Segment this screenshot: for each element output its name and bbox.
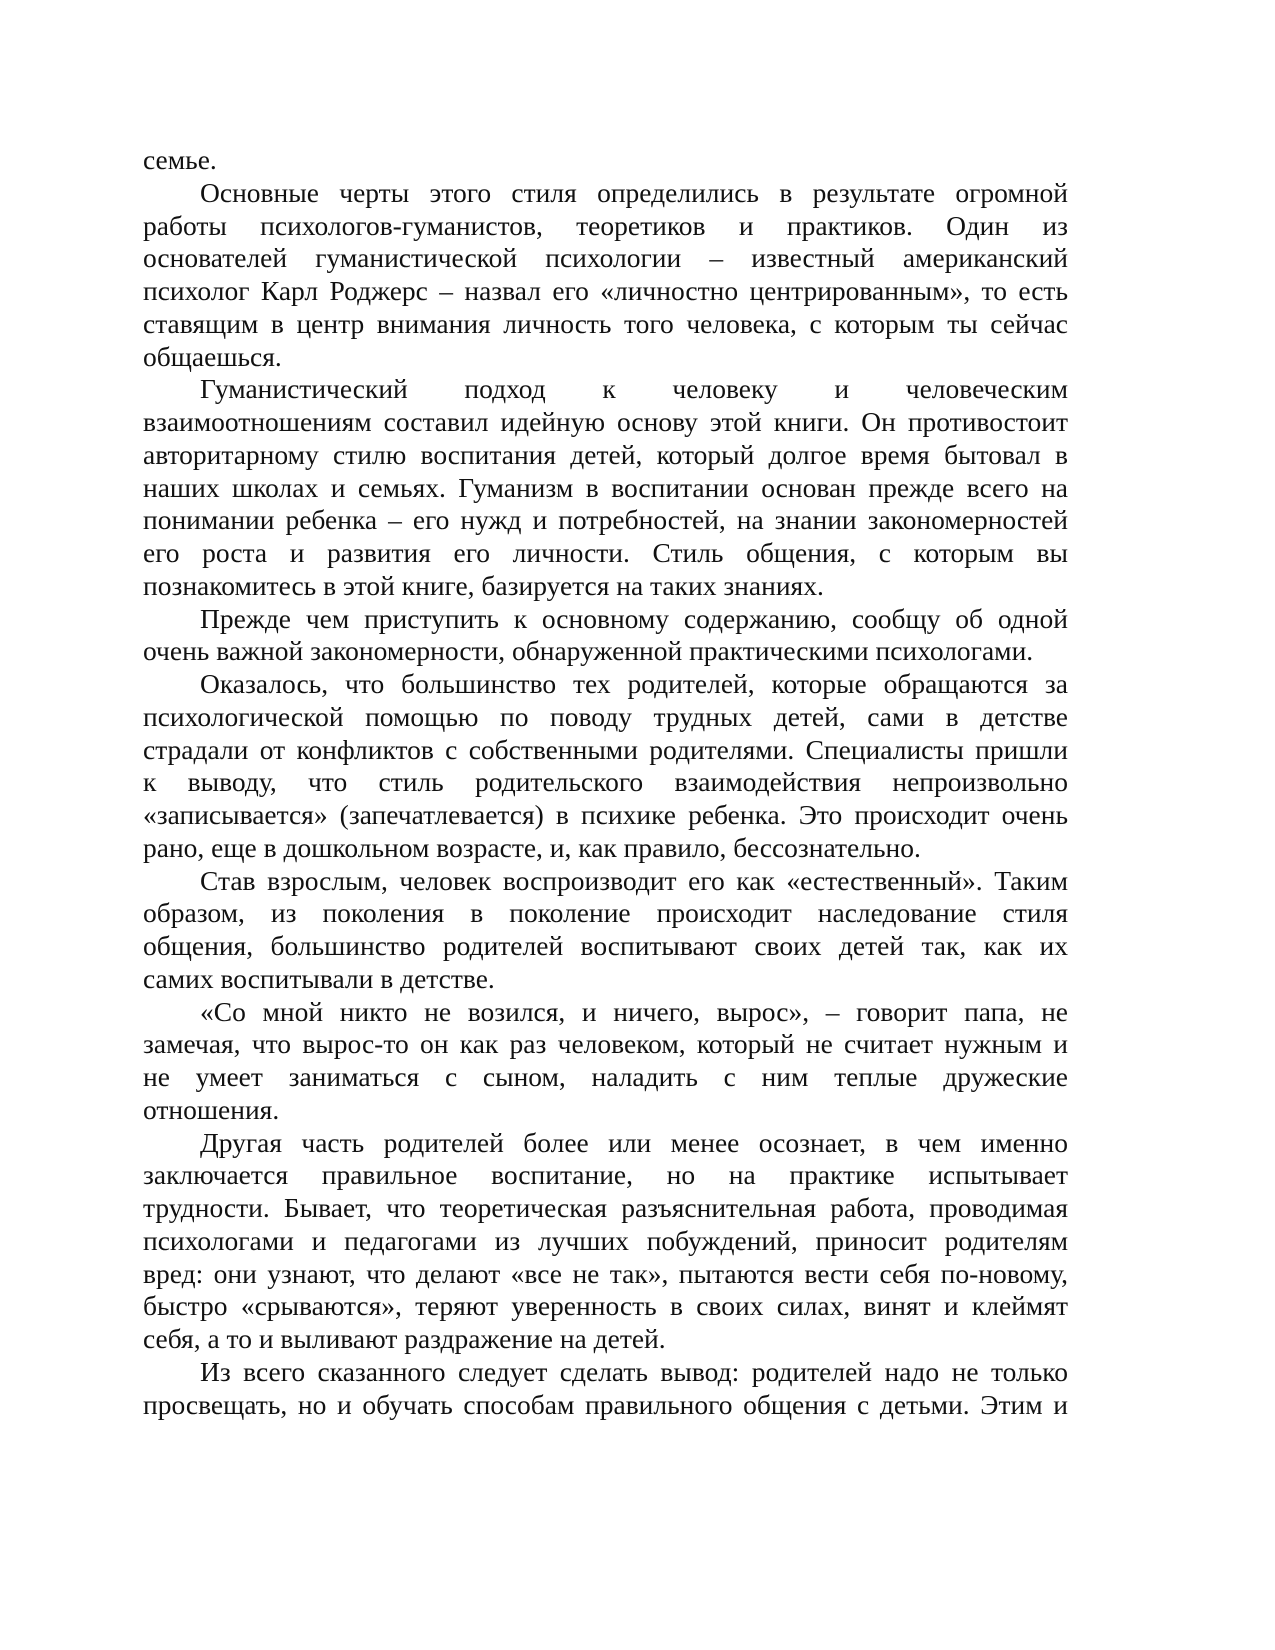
text-line: рано, еще в дошкольном возрасте, и, как правило, бессознательно. [143,831,921,863]
text-line: просвещать, но и обучать способам правильного общения с детьми. Этим и [143,1388,1068,1420]
text-line: замечая, что вырос-то он как раз человеком, который не считает нужным и [143,1028,1068,1060]
text-line: психолог Карл Роджерс – назвал его «личностно центрированным», то есть [143,275,1068,306]
text-line: страдали от конфликтов с собственными родителями. Специалисты пришли [143,733,1068,765]
paragraph [143,865,1068,996]
text-line: отношения. [143,1093,280,1125]
text-line: Став взрослым, человек воспроизводит его как «естественный». Таким [200,864,1068,896]
text-line: общения, большинство родителей воспитывают своих детей так, как их [143,930,1068,961]
paragraph [143,1127,1068,1356]
text-line: его роста и развития его личности. Стиль общения, с которым вы [143,537,1068,568]
text-line: образом, из поколения в поколение происходит наследование стиля [143,897,1068,929]
text-line: не умеет заниматься с сыном, наладить с ним теплые дружеские [143,1061,1068,1092]
text-line: Другая часть родителей более или менее осознает, в чем именно [200,1126,1068,1158]
document-page [143,144,1068,1421]
paragraph [143,668,1068,865]
paragraph [143,603,1068,669]
text-line: ставящим в центр внимания личность того человека, с которым ты сейчас [143,307,1068,339]
text-line: Гуманистический подход к человеку и человеческим [200,373,1068,405]
text-line: «записывается» (запечатлевается) в психике ребенка. Это происходит очень [143,799,1068,830]
paragraph [143,1356,1068,1422]
text-line: Оказалось, что большинство тех родителей, которые обращаются за [200,668,1068,699]
text-line: психологами и педагогами из лучших побуждений, приносит родителям [143,1224,1068,1256]
text-line: трудности. Бывает, что теоретическая разъяснительная работа, проводимая [143,1192,1068,1223]
text-line: очень важной закономерности, обнаруженной практическими психологами. [143,635,1034,667]
paragraph [143,996,1068,1127]
text-line: авторитарному стилю воспитания детей, который долгое время бытовал в [143,438,1068,470]
paragraph [143,144,1068,177]
text-line: заключается правильное воспитание, но на практике испытывает [143,1159,1068,1191]
text-line: познакомитесь в этой книге, базируется на таких знаниях. [143,569,824,601]
text-line: вред: они узнают, что делают «все не так», пытаются вести себя по-новому, [143,1257,1068,1289]
text-line: самих воспитывали в детстве. [143,962,495,994]
text-line: наших школах и семьях. Гуманизм в воспитании основан прежде всего на [143,471,1068,503]
text-line: Основные черты этого стиля определились в результате огромной [200,176,1068,208]
text-line: к выводу, что стиль родительского взаимодействия непроизвольно [143,766,1068,798]
text-line: основателей гуманистической психологии – известный американский [143,242,1068,274]
paragraph [143,177,1068,374]
text-line: психологической помощью по поводу трудных детей, сами в детстве [143,700,1068,732]
paragraph [143,373,1068,602]
text-line: Из всего сказанного следует сделать вывод: родителей надо не только [200,1355,1068,1387]
text-line: работы психологов-гуманистов, теоретиков и практиков. Один из [143,209,1068,241]
text-line: общаешься. [143,340,282,372]
text-line: Прежде чем приступить к основному содержанию, сообщу об одной [200,602,1068,634]
text-line: «Со мной никто не возился, и ничего, вырос», – говорит папа, не [200,995,1068,1027]
text-line: взаимоотношениям составил идейную основу этой книги. Он противостоит [143,406,1068,437]
text-line: быстро «срываются», теряют уверенность в своих силах, винят и клеймят [143,1290,1068,1322]
text-line: семье. [143,144,217,175]
text-line: себя, а то и выливают раздражение на детей. [143,1323,666,1354]
text-line: понимании ребенка – его нужд и потребностей, на знании закономерностей [143,504,1068,536]
